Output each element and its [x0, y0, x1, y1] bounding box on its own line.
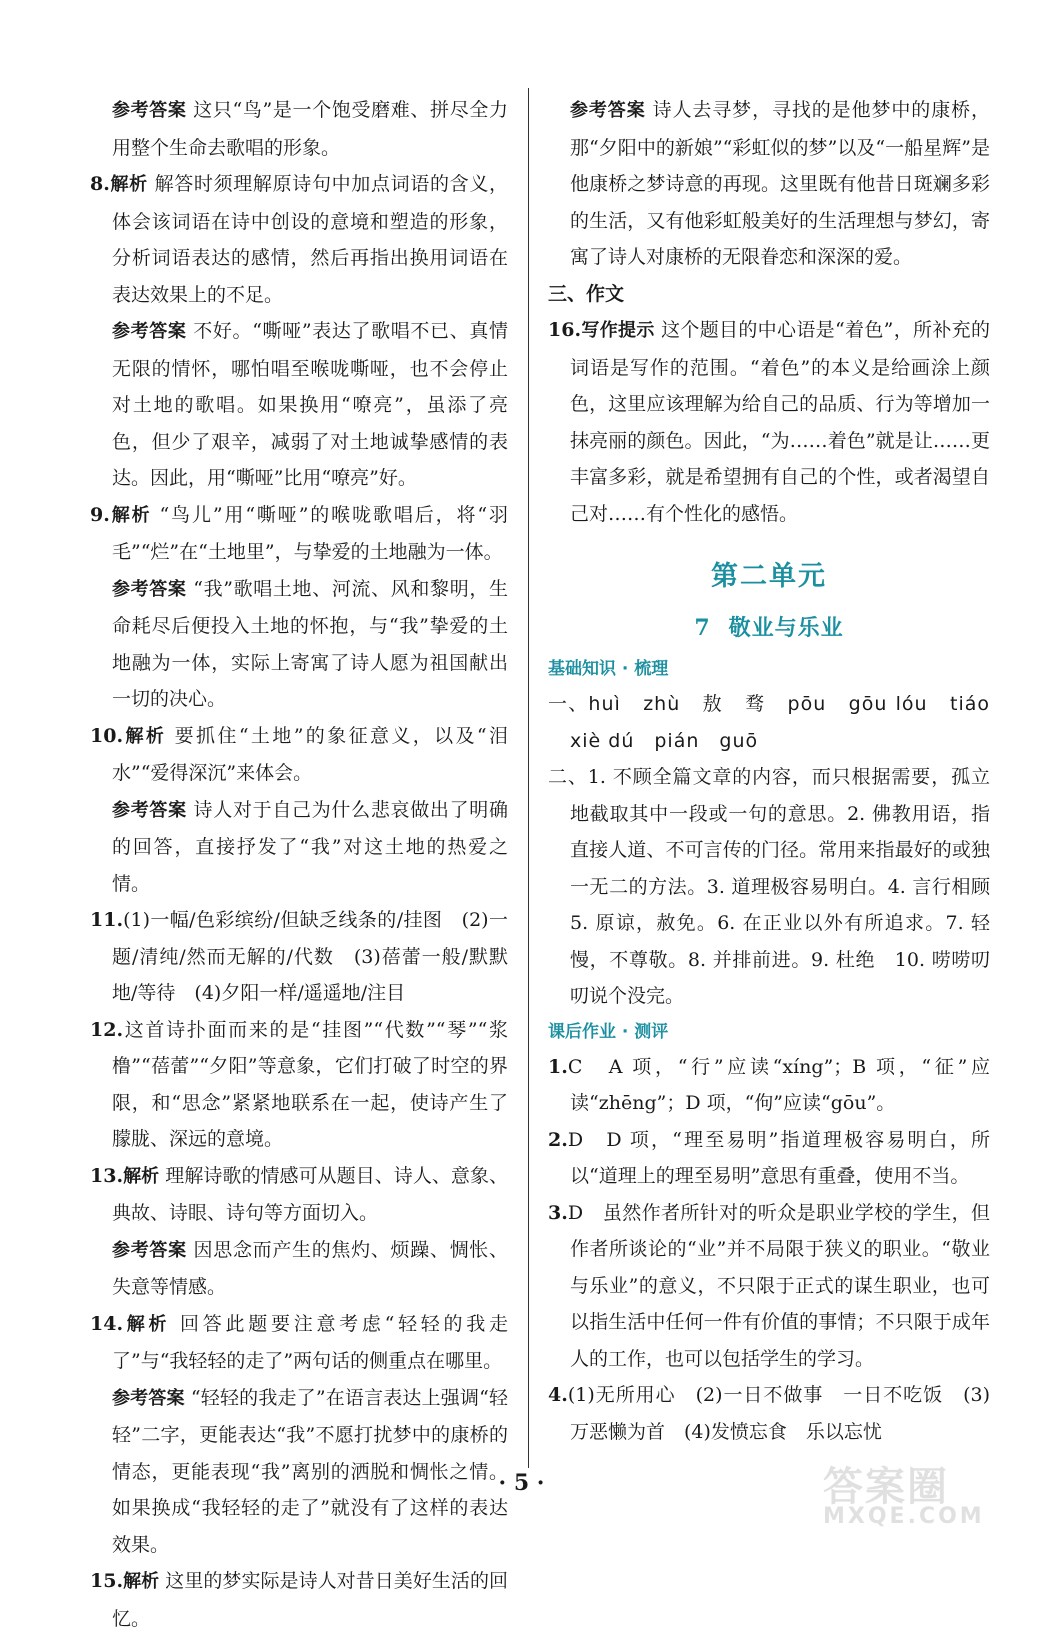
column-divider	[528, 88, 529, 1468]
section-heading-composition: 三、作文	[548, 282, 625, 305]
question-15: 15.解析 这里的梦实际是诗人对昔日美好生活的回忆。	[90, 1570, 508, 1630]
lesson-title: 7 敬业与乐业	[694, 615, 844, 641]
page-number: · 5 ·	[498, 1470, 545, 1496]
answer-9: 参考答案 “我”歌唱土地、河流、风和黎明，生命耗尽后便投入土地的怀抱，与“我”挚爱的土地融为一体，实际上寄寓了诗人愿为祖国献出一切的决心。	[112, 577, 508, 710]
answer-8: 参考答案 不好。“嘶哑”表达了歌唱不已、真情无限的情怀，哪怕唱至喉咙嘶哑，也不会停止对土地的歌唱。如果换用“嘹亮”，虽添了亮色，但少了艰辛，减弱了对土地诚挚感情的表达。因此，用“嘶哑”比用“嘹亮”好。	[112, 320, 508, 489]
knowledge-1: 一、huì zhù 敖 骛 pōu gōu lóu tiáo xiè dú pián guō	[548, 693, 1011, 752]
answer-label: 参考答案	[112, 100, 187, 121]
question-14: 14.解析 回答此题要注意考虑“轻轻的我走了”与“我轻轻的走了”两句话的侧重点在哪里。	[90, 1312, 509, 1372]
question-11: 11.(1)一幅/色彩缤纷/但缺乏线条的/挂图 (2)一题/清纯/然而无解的/代数 (3)蓓蕾一般/默默地/等待 (4)夕阳一样/遥遥地/注目	[90, 909, 508, 1004]
knowledge-2: 二、1. 不顾全篇文章的内容，而只根据需要，孤立地截取其中一段或一句的意思。2. 佛教用语，指直接人道、不可言传的门径。常用来指最好的或独一无二的方法。3. 道理极容易明白。4. 言行相顾 5. 原谅，赦免。6. 在正业以外有所追求。7. 轻慢，不尊敬。8. 并排前进。9. 杜绝 10. 唠唠叨叨说个没完。	[548, 766, 1010, 1007]
answer-13: 参考答案 因思念而产生的焦灼、烦躁、惆怅、失意等情感。	[112, 1238, 509, 1298]
homework-1: 1.C A 项，“行”应读“xíng”；B 项，“征”应读“zhēng”；D 项，“佝”应读“gōu”。	[548, 1055, 990, 1114]
homework-4: 4.(1)无所用心 (2)一日不做事 一日不吃饭 (3)万恶懒为首 (4)发愤忘食 乐以忘忧	[548, 1384, 990, 1443]
answer-10: 参考答案 诗人对于自己为什么悲哀做出了明确的回答，直接抒发了“我”对这土地的热爱之情。	[112, 798, 509, 895]
subheading-basic-knowledge: 基础知识 · 梳理	[548, 659, 669, 679]
unit-title: 第二单元	[711, 561, 827, 592]
answer-15: 参考答案 诗人去寻梦，寻找的是他梦中的康桥，那“夕阳中的新娘”“彩虹似的梦”以及“一船星辉”是他康桥之梦诗意的再现。这里既有他昔日斑斓多彩的生活，又有他彩虹般美好的生活理想与梦幻，寄寓了诗人对康桥的无限眷恋和深深的爱。	[570, 99, 990, 268]
homework-2: 2.D D 项，“理至易明”指道理极容易明白，所以“道理上的理至易明”意思有重叠，使用不当。	[548, 1128, 990, 1187]
question-8: 8.解析 解答时须理解原诗句中加点词语的含义，体会该词语在诗中创设的意境和塑造的形象，分析词语表达的感情，然后再指出换用词语在表达效果上的不足。	[90, 173, 508, 306]
question-10: 10.解析 要抓住“土地”的象征意义，以及“泪水”“爱得深沉”来体会。	[90, 724, 509, 784]
answer-7: 参考答案 这只“鸟”是一个饱受磨难、拼尽全力用整个生命去歌唱的形象。	[112, 99, 508, 159]
left-column	[90, 92, 508, 1637]
question-16: 16.写作提示 这个题目的中心语是“着色”，所补充的词语是写作的范围。“着色”的本义是给画涂上颜色，这里应该理解为给自己的品质、行为等增加一抹亮丽的颜色。因此，“为……着色”就是让……更丰富多彩，就是希望拥有自己的个性，或者渴望自己对……有个性化的感悟。	[548, 319, 990, 525]
question-13: 13.解析 理解诗歌的情感可从题目、诗人、意象、典故、诗眼、诗句等方面切入。	[90, 1164, 508, 1224]
answer-14: 参考答案 “轻轻的我走了”在语言表达上强调“轻轻”二字，更能表达“我”不愿打扰梦中的康桥的情态，更能表现“我”离别的洒脱和惆怅之情。如果换成“我轻轻的走了”就没有了这样的表达效果。	[112, 1386, 508, 1556]
homework-3: 3.D 虽然作者所针对的听众是职业学校的学生，但作者所谈论的“业”并不局限于狭义的职业。“敬业与乐业”的意义，不只限于正式的谋生职业，也可以指生活中任何一件有价值的事情；不只限于成年人的工作，也可以包括学生的学习。	[548, 1201, 990, 1370]
subheading-homework: 课后作业 · 测评	[548, 1021, 669, 1042]
watermark-logo: 答案圈 MXQE.COM	[823, 1464, 985, 1529]
question-9: 9.解析 “鸟儿”用“嘶哑”的喉咙歌唱后，将“羽毛”“烂”在“土地里”，与挚爱的土地融为一体。	[90, 503, 509, 563]
question-12: 12.这首诗扑面而来的是“挂图”“代数”“琴”“浆橹”“蓓蕾”“夕阳”等意象，它们打破了时空的界限，和“思念”紧紧地联系在一起，使诗产生了朦胧、深远的意境。	[90, 1018, 508, 1150]
right-column	[548, 92, 1011, 1450]
